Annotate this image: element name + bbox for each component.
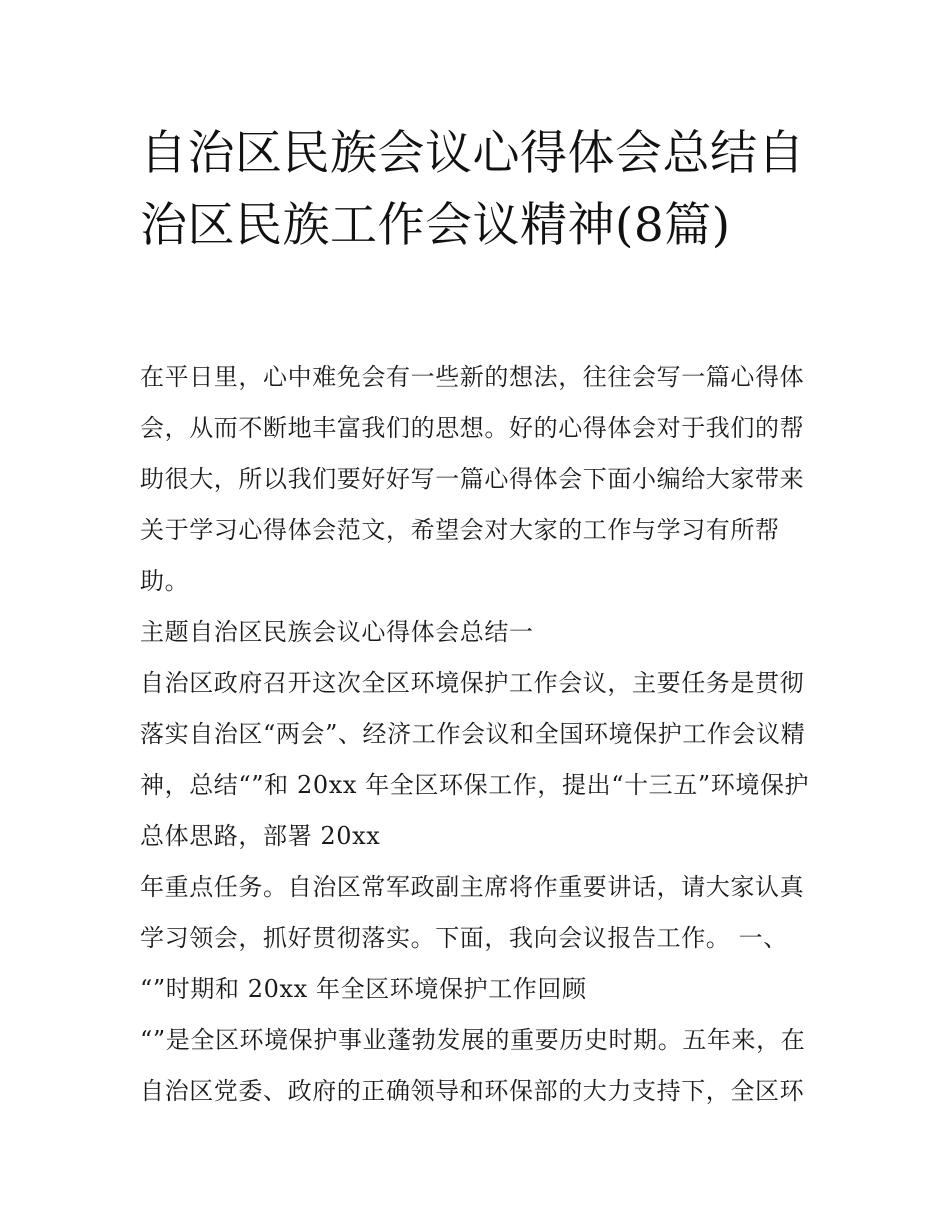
document-body — [140, 352, 820, 1117]
body-line: 会，从而不断地丰富我们的思想。好的心得体会对于我们的帮 — [140, 414, 805, 442]
body-line: 落实自治区“两会”、经济工作会议和全国环境保护工作会议精 — [140, 720, 806, 748]
body-line: “”时期和 20xx 年全区环境保护工作回顾 — [140, 975, 587, 1003]
body-line: 年重点任务。自治区常军政副主席将作重要讲话，请大家认真 — [140, 873, 805, 901]
body-line: 自治区党委、政府的正确领导和环保部的大力支持下，全区环 — [140, 1077, 805, 1105]
document-title: 自治区民族会议心得体会总结自治区民族工作会议精神(8篇) — [140, 126, 805, 253]
body-line: 神，总结“”和 20xx 年全区环保工作，提出“十三五”环境保护 — [140, 771, 810, 799]
body-line: 总体思路，部署 20xx — [140, 822, 381, 850]
body-line: 学习领会，抓好贯彻落实。下面，我向会议报告工作。 一、 — [140, 924, 788, 952]
body-line: 在平日里，心中难免会有一些新的想法，往往会写一篇心得体 — [140, 363, 805, 391]
body-line: “”是全区环境保护事业蓬勃发展的重要历史时期。五年来，在 — [140, 1026, 806, 1054]
body-line: 关于学习心得体会范文，希望会对大家的工作与学习有所帮 — [140, 516, 780, 544]
body-line: 助很大，所以我们要好好写一篇心得体会下面小编给大家带来 — [140, 465, 805, 493]
body-line: 助。 — [140, 567, 190, 595]
body-line: 自治区政府召开这次全区环境保护工作会议，主要任务是贯彻 — [140, 669, 805, 697]
section-heading: 主题自治区民族会议心得体会总结一 — [140, 618, 534, 646]
